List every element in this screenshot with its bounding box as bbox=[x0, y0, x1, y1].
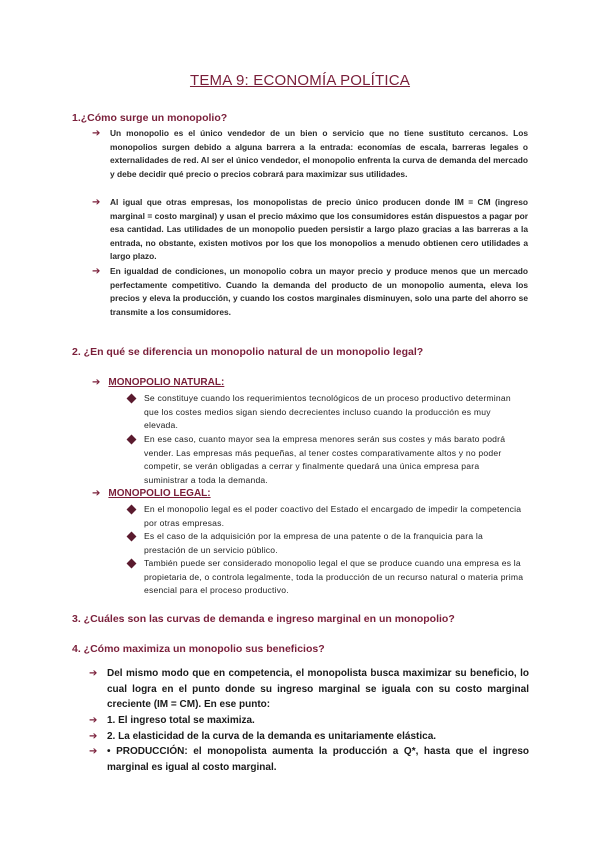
q4-item-text: 1. El ingreso total se maximiza. bbox=[107, 715, 255, 726]
monopolio-natural-heading bbox=[92, 377, 224, 388]
q1-item-3 bbox=[92, 265, 528, 319]
arrow-icon: ➔ bbox=[92, 266, 101, 277]
q4-item-text: 2. La elasticidad de la curva de la demanda es unitariamente elástica. bbox=[107, 731, 437, 742]
question-1-heading: 1.¿Cómo surge un monopolio? bbox=[72, 112, 228, 124]
monopolio-legal-label: MONOPOLIO LEGAL: bbox=[108, 488, 211, 499]
question-3-heading: 3. ¿Cuáles son las curvas de demanda e ingreso marginal en un monopolio? bbox=[72, 613, 455, 625]
legal-item-text: Es el caso de la adquisición por la empresa de una patente o de la franquicia para la prestación de un servicio público. bbox=[144, 531, 483, 555]
natural-item-2 bbox=[128, 433, 524, 487]
arrow-icon: ➔ bbox=[89, 731, 98, 742]
q4-item-1 bbox=[89, 666, 529, 713]
legal-item-text: En el monopolio legal es el poder coactivo del Estado el encargado de impedir la competencia por otras empresas. bbox=[144, 504, 522, 528]
q4-item-4 bbox=[89, 744, 529, 775]
q4-item-3 bbox=[89, 729, 529, 745]
arrow-icon: ➔ bbox=[89, 746, 98, 757]
q4-item-2 bbox=[89, 713, 529, 729]
natural-item-text: En ese caso, cuanto mayor sea la empresa menores serán sus costes y más barato podrá vender. Las empresas más pequeñas, al tener costes comparativamente altos y no poder competir, se verán obligadas a cerrar y finalmente quedará una única empresa para suministrar a toda la demanda. bbox=[144, 434, 506, 485]
arrow-icon: ➔ bbox=[92, 488, 101, 499]
question-2-heading: 2. ¿En qué se diferencia un monopolio natural de un monopolio legal? bbox=[72, 346, 424, 358]
arrow-icon: ➔ bbox=[92, 128, 101, 139]
arrow-icon: ➔ bbox=[89, 715, 98, 726]
q1-item-2 bbox=[92, 196, 528, 264]
legal-item-text: También puede ser considerado monopolio legal el que se produce cuando una empresa es la propietaria de, o controla legalmente, toda la producción de un recurso natural o materia prima esencial para el proceso productivo. bbox=[144, 558, 524, 595]
q1-item-text: Al igual que otras empresas, los monopolistas de precio único producen donde IM = CM (ingreso marginal = costo marginal) y usan el precio máximo que los consumidores están dispuestos a pagar por esa cantidad. Las utilidades de un monopolio pueden persistir a largo plazo gracias a las barreras a la entrada, no obstante, existen motivos por los que los monopolios a menudo obtienen cero utilidades a largo plazo. bbox=[110, 197, 528, 261]
arrow-icon: ➔ bbox=[92, 377, 101, 388]
page-title: TEMA 9: ECONOMÍA POLÍTICA bbox=[189, 72, 411, 89]
q1-item-text: Un monopolio es el único vendedor de un bien o servicio que no tiene sustituto cercanos. Los monopolios surgen debido a alguna barrera a la entrada: economías de escala, barreras legales o externalidades de red. Al ser el único vendedor, el monopolio enfrenta la curva de demanda del mercado y debe decidir qué precio o precios cobrará para maximizar sus utilidades. bbox=[110, 128, 528, 179]
legal-item-1 bbox=[128, 503, 524, 530]
arrow-icon: ➔ bbox=[89, 668, 98, 679]
q4-item-text: • PRODUCCIÓN: el monopolista aumenta la producción a Q*, hasta que el ingreso marginal es igual al costo marginal. bbox=[107, 746, 529, 773]
legal-item-3 bbox=[128, 557, 524, 598]
natural-item-1 bbox=[128, 392, 524, 433]
q1-item-text: En igualdad de condiciones, un monopolio cobra un mayor precio y produce menos que un mercado perfectamente competitivo. Cuando la demanda del producto de un monopolio aumenta, eleva los precios y eleva la producción, y cuando los costos marginales disminuyen, solo una parte del ahorro se transmite a los consumidores. bbox=[110, 266, 528, 317]
question-4-heading: 4. ¿Cómo maximiza un monopolio sus beneficios? bbox=[72, 643, 325, 655]
monopolio-natural-label: MONOPOLIO NATURAL: bbox=[108, 377, 225, 388]
legal-item-2 bbox=[128, 530, 524, 557]
arrow-icon: ➔ bbox=[92, 197, 101, 208]
monopolio-legal-heading bbox=[92, 488, 211, 499]
natural-item-text: Se constituye cuando los requerimientos tecnológicos de un proceso productivo determinan que los costes medios sigan siendo decrecientes incluso cuando la producción es muy elevada. bbox=[144, 393, 511, 430]
q1-item-1 bbox=[92, 127, 528, 181]
q4-item-text: Del mismo modo que en competencia, el monopolista busca maximizar su beneficio, lo cual logra en el punto donde su ingreso marginal se iguala con su costo marginal creciente (IM = CM). En ese punto: bbox=[107, 668, 529, 710]
